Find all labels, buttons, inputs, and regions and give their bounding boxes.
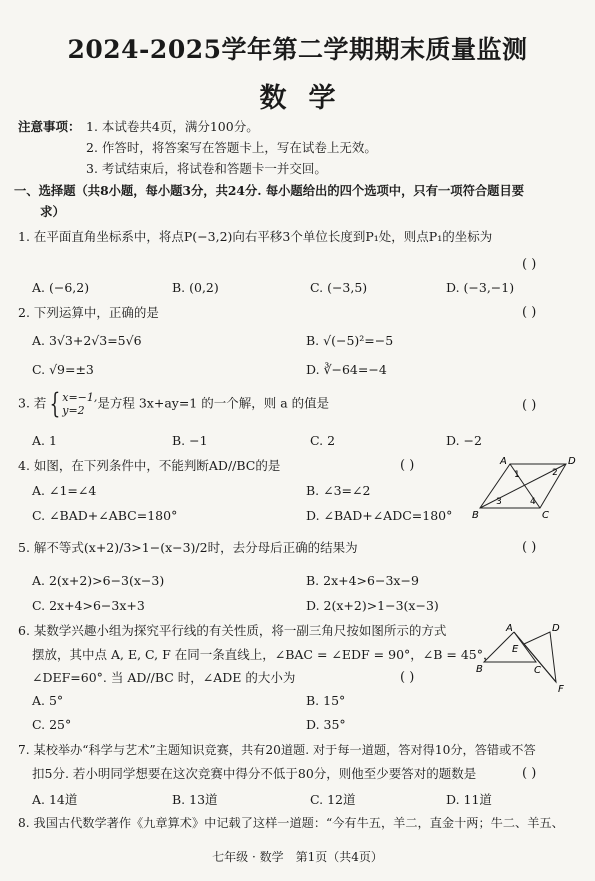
q3-stem: [18, 387, 330, 420]
q6-stem-line2: 摆放，其中点 A, E, C, F 在同一条直线上，∠BAC = ∠EDF = 90°，∠B = 45°，: [32, 647, 496, 662]
q3-option-c: C. 2: [310, 433, 336, 448]
q6-triangle-abc: [484, 632, 536, 662]
q3-system: [62, 391, 97, 417]
q1-option-d: D. (−3,−1): [446, 280, 515, 295]
q6-label-a: A: [506, 623, 513, 634]
q6-label-c: C: [534, 665, 541, 676]
q1-option-b: B. (0,2): [172, 280, 219, 295]
q4-figure: [470, 452, 580, 524]
q7-answer-paren: ( ): [522, 766, 537, 781]
page-footer: 七年级 · 数学 第1页（共4页）: [212, 850, 383, 864]
q3-option-b: B. −1: [172, 433, 208, 448]
q4-label-c: C: [542, 510, 549, 521]
notes-label: 注意事项：: [18, 119, 81, 134]
q6-label-b: B: [476, 664, 483, 675]
exam-title: 2024-2025学年第二学期期末质量监测: [67, 35, 528, 64]
q7-option-d: D. 11道: [446, 792, 492, 807]
q1-answer-paren: ( ): [522, 257, 537, 272]
q5-option-a: A. 2(x+2)>6−3(x−3): [32, 573, 165, 588]
q5-stem: 5. 解不等式(x+2)/3>1−(x−3)/2时，去分母后正确的结果为: [18, 540, 358, 555]
q7-stem-line1: 7. 某校举办“科学与艺术”主题知识竞赛，共有20道题. 对于每一道题，答对得10分，答错或不答: [18, 743, 536, 757]
q3-option-d: D. −2: [446, 433, 482, 448]
note-item-1: 1. 本试卷共4页，满分100分。: [86, 119, 259, 134]
q4-angle-1: 1: [514, 470, 520, 480]
q1-option-c: C. (−3,5): [310, 280, 368, 295]
q6-label-f: F: [558, 684, 564, 695]
q7-option-b: B. 13道: [172, 792, 218, 807]
q4-label-d: D: [568, 456, 576, 467]
q6-label-e: E: [512, 644, 519, 655]
q5-option-d: D. 2(x+2)>1−3(x−3): [306, 598, 439, 613]
q2-option-c: C. √9=±3: [32, 362, 94, 377]
q4-option-b: B. ∠3=∠2: [306, 483, 371, 498]
q5-answer-paren: ( ): [522, 540, 537, 555]
q7-option-c: C. 12道: [310, 792, 356, 807]
q6-option-d: D. 35°: [306, 717, 346, 732]
exam-subject: 数学: [259, 83, 358, 114]
q3-brace: {: [49, 387, 61, 420]
q4-angle-2: 2: [552, 468, 558, 478]
q6-option-c: C. 25°: [32, 717, 72, 732]
q4-option-c: C. ∠BAD+∠ABC=180°: [32, 508, 178, 523]
q6-option-a: A. 5°: [32, 693, 64, 708]
q6-option-b: B. 15°: [306, 693, 346, 708]
q6-figure: [474, 620, 582, 698]
q3-option-a: A. 1: [32, 433, 57, 448]
q1-stem: 1. 在平面直角坐标系中，将点P(−3,2)向右平移3个单位长度到P₁处，则点P₁的坐标为: [18, 229, 493, 244]
section1-heading: 一、选择题（共8小题，每小题3分，共24分. 每小题给出的四个选项中，只有一项符合题目要: [14, 183, 525, 198]
q2-option-a: A. 3√3+2√3=5√6: [32, 333, 142, 348]
q3-system-eq2: y=2: [62, 404, 85, 417]
q4-angle-4: 4: [530, 497, 536, 507]
q4-angle-3: 3: [496, 497, 502, 507]
note-item-3: 3. 考试结束后，将试卷和答题卡一并交回。: [86, 161, 327, 176]
q2-option-b: B. √(−5)²=−5: [306, 333, 394, 348]
q5-option-b: B. 2x+4>6−3x−9: [306, 573, 419, 588]
q3-rest: 是方程 3x+ay=1 的一个解，则 a 的值是: [97, 395, 330, 411]
q6-stem-line1: 6. 某数学兴趣小组为探究平行线的有关性质，将一副三角尺按如图所示的方式: [18, 623, 447, 638]
q6-answer-paren: ( ): [400, 670, 415, 685]
q6-label-d: D: [552, 623, 560, 634]
q2-stem: 2. 下列运算中，正确的是: [18, 305, 159, 320]
q4-label-b: B: [472, 510, 479, 521]
q3-system-eq1: x=−1,: [62, 391, 98, 404]
q3-prefix: 3. 若: [18, 395, 47, 411]
q1-option-a: A. (−6,2): [32, 280, 90, 295]
section1-heading-cont: 求）: [40, 204, 66, 219]
q2-answer-paren: ( ): [522, 305, 537, 320]
q4-option-d: D. ∠BAD+∠ADC=180°: [306, 508, 453, 523]
q4-stem: 4. 如图，在下列条件中，不能判断AD//BC的是: [18, 458, 281, 473]
q8-stem-line1: 8. 我国古代数学著作《九章算术》中记载了这样一道题：“今有牛五，羊二，直金十两；牛二、羊五、: [18, 816, 564, 830]
q4-option-a: A. ∠1=∠4: [32, 483, 97, 498]
q3-answer-paren: ( ): [522, 398, 537, 413]
q4-answer-paren: ( ): [400, 458, 415, 473]
q7-stem-line2: 扣5分. 若小明同学想要在这次竞赛中得分不低于80分，则他至少要答对的题数是: [32, 766, 477, 781]
q7-option-a: A. 14道: [32, 792, 78, 807]
note-item-2: 2. 作答时，将答案写在答题卡上，写在试卷上无效。: [86, 140, 377, 155]
q6-stem-line3: ∠DEF=60°. 当 AD//BC 时，∠ADE 的大小为: [32, 670, 296, 685]
q4-label-a: A: [500, 456, 507, 467]
q2-option-d: D. ∛−64=−4: [306, 362, 387, 377]
q5-option-c: C. 2x+4>6−3x+3: [32, 598, 145, 613]
